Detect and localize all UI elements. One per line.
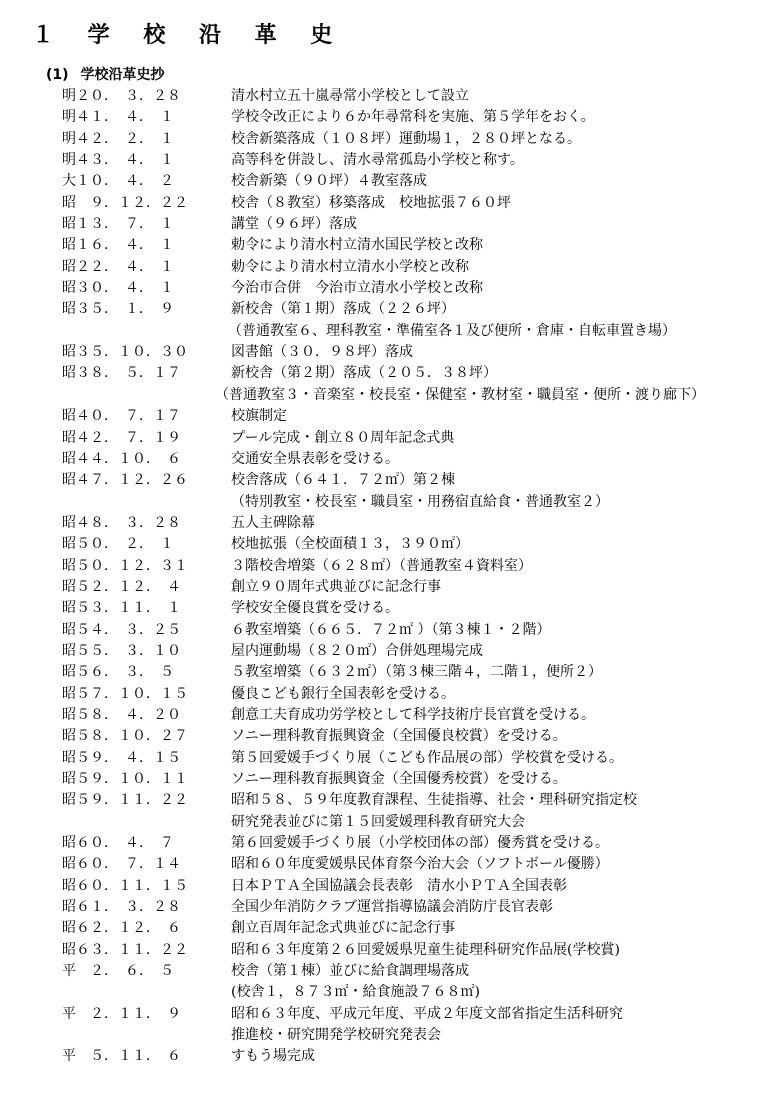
entry-text: 校地拡張（全校面積１３，３９０㎡） bbox=[231, 536, 469, 553]
entry-text: 講堂（９６坪）落成 bbox=[231, 216, 357, 233]
entry-date: 昭３０． ４． １ bbox=[62, 280, 174, 297]
history-entry bbox=[0, 86, 783, 107]
entry-text: （普通教室３・音楽室・校長室・保健室・教材室・職員室・便所・渡り廊下） bbox=[215, 386, 705, 403]
entry-date: 昭４７．１２．２６ bbox=[62, 472, 188, 489]
history-entry bbox=[0, 513, 783, 534]
history-entry bbox=[0, 918, 783, 939]
entry-text: 交通安全県表彰を受ける。 bbox=[231, 450, 399, 467]
entry-text: 昭和６０年度愛媛県民体育祭今治大会（ソフトボール優勝） bbox=[231, 856, 609, 873]
history-entry-continuation bbox=[0, 982, 783, 1003]
entry-date: 昭４４．１０． ６ bbox=[62, 450, 181, 467]
history-entry bbox=[0, 534, 783, 555]
entry-date: 昭６０． ４． ７ bbox=[62, 835, 174, 852]
entry-date: 昭５０．１２．３１ bbox=[62, 557, 188, 574]
entry-date: 昭５８．１０．２７ bbox=[62, 728, 188, 745]
entry-text: 昭和６３年度第２６回愛媛県児童生徒理科研究作品展(学校賞) bbox=[231, 941, 620, 958]
entry-date: 明２０． ３．２８ bbox=[62, 88, 181, 104]
history-entry bbox=[0, 449, 783, 470]
subsection-number: (1) bbox=[46, 67, 69, 83]
history-entry bbox=[0, 235, 783, 256]
entry-date: 大１０． ４． ２ bbox=[62, 173, 174, 190]
history-entry bbox=[0, 790, 783, 811]
entry-text: ソニー理科教育振興資金（全国優良校賞）を受ける。 bbox=[231, 728, 567, 745]
entry-text: 校舎（８教室）移築落成 校地拡張７６０坪 bbox=[231, 194, 511, 211]
entry-date: 昭５８． ４．２０ bbox=[62, 706, 181, 723]
entry-date: 昭６０．１１．１５ bbox=[62, 877, 188, 894]
history-entry bbox=[0, 897, 783, 918]
entry-text: 学校令改正により６か年尋常科を実施、第５学年をおく。 bbox=[231, 109, 595, 126]
entry-text: ３階校舎増築（６２８㎡）（普通教室４資料室） bbox=[231, 557, 532, 574]
entry-date: 昭６２．１２． ６ bbox=[62, 920, 181, 937]
entry-date: 昭５０． ２． １ bbox=[62, 536, 174, 553]
section-title: １ 学 校 沿 革 史 bbox=[32, 23, 346, 48]
entry-text: 全国少年消防クラブ運営指導協議会消防庁長官表彰 bbox=[231, 899, 553, 916]
history-entry bbox=[0, 705, 783, 726]
entry-text: 学校安全優良賞を受ける。 bbox=[231, 600, 399, 617]
entry-text: （特別教室・校長室・職員室・用務宿直給食・普通教室２） bbox=[231, 493, 609, 510]
entry-text: 新校舎（第２期）落成（２０５．３８坪） bbox=[231, 365, 497, 382]
entry-date: 昭５６． ３． ５ bbox=[62, 664, 174, 681]
history-entry bbox=[0, 257, 783, 278]
history-entry bbox=[0, 150, 783, 171]
entry-date: 昭３５．１０．３０ bbox=[62, 344, 188, 361]
entry-text: 勅令により清水村立清水小学校と改称 bbox=[231, 258, 469, 275]
entry-date: 昭６１． ３．２８ bbox=[62, 899, 181, 916]
history-entry bbox=[0, 406, 783, 427]
entry-text: 高等科を併設し、清水尋常孤島小学校と称す。 bbox=[231, 152, 524, 169]
history-entry bbox=[0, 278, 783, 299]
entry-text: 昭和６３年度、平成元年度、平成２年度文部省指定生活科研究 bbox=[231, 1005, 623, 1022]
entry-date: 昭５７．１０．１５ bbox=[62, 685, 188, 702]
entry-date: 明４３． ４． １ bbox=[62, 152, 174, 169]
entry-date: 昭 ９．１２．２２ bbox=[62, 194, 188, 211]
entry-text: 新校舎（第１期）落成（２２６坪） bbox=[231, 301, 455, 318]
history-entry bbox=[0, 299, 783, 320]
entry-text: 校舎新築（９０坪）４教室落成 bbox=[231, 173, 427, 190]
entry-date: 昭４２． ７．１９ bbox=[62, 429, 181, 446]
entry-text: 勅令により清水村立清水国民学校と改称 bbox=[231, 237, 483, 254]
entry-date: 昭６３．１１．２２ bbox=[62, 941, 188, 958]
history-entry-continuation bbox=[0, 812, 783, 833]
entry-date: 昭４０． ７．１７ bbox=[62, 408, 181, 425]
history-entry bbox=[0, 1046, 783, 1067]
entry-date: 昭３８． ５．１７ bbox=[62, 365, 181, 382]
entry-text: 五人主碑除幕 bbox=[231, 514, 315, 531]
entry-text: ソニー理科教育振興資金（全国優秀校賞）を受ける。 bbox=[231, 771, 567, 787]
history-entry bbox=[0, 684, 783, 705]
history-entry bbox=[0, 556, 783, 577]
history-entry bbox=[0, 214, 783, 235]
history-entry-continuation bbox=[0, 385, 783, 406]
entry-date: 昭１６． ４． １ bbox=[62, 237, 174, 254]
entry-date: 昭５９．１０．１１ bbox=[62, 771, 188, 787]
history-entry bbox=[0, 363, 783, 384]
entry-text: 清水村立五十嵐尋常小学校として設立 bbox=[231, 88, 469, 104]
entry-text: 昭和５８、５９年度教育課程、生徒指導、社会・理科研究指定校 bbox=[231, 792, 637, 809]
entry-text: 第５回愛媛手づくり展（こども作品展の部）学校賞を受ける。 bbox=[231, 749, 623, 766]
entry-date: 昭５２．１２． ４ bbox=[62, 578, 181, 595]
entry-text: 第６回愛媛手づくり展（小学校団体の部）優秀賞を受ける。 bbox=[231, 835, 609, 852]
entry-date: 昭５４． ３．２５ bbox=[62, 621, 181, 638]
history-entry-continuation bbox=[0, 321, 783, 342]
entry-date: 平 ２．１１． ９ bbox=[62, 1005, 181, 1022]
history-entry bbox=[0, 598, 783, 619]
entry-text: 図書館（３０．９８坪）落成 bbox=[231, 344, 413, 361]
entry-text: すもう場完成 bbox=[231, 1048, 315, 1065]
history-list bbox=[0, 86, 783, 1068]
entry-text: ６教室増築（６６５．７２㎡ ）（第３棟１・２階） bbox=[231, 621, 551, 638]
entry-date: 昭１３． ７． １ bbox=[62, 216, 174, 233]
history-entry bbox=[0, 641, 783, 662]
entry-text: 創意工夫育成功労学校として科学技術庁長官賞を受ける。 bbox=[231, 706, 595, 723]
entry-date: 昭５９． ４．１５ bbox=[62, 749, 181, 766]
history-entry bbox=[0, 876, 783, 897]
history-entry bbox=[0, 470, 783, 491]
history-entry bbox=[0, 769, 783, 790]
history-entry-continuation bbox=[0, 1025, 783, 1046]
subsection-label: 学校沿革史抄 bbox=[80, 67, 165, 83]
entry-text: 屋内運動場（８２０㎡）合併処理場完成 bbox=[231, 642, 483, 659]
entry-text: 校旗制定 bbox=[231, 408, 287, 425]
entry-text: 優良こども銀行全国表彰を受ける。 bbox=[231, 685, 455, 702]
history-entry bbox=[0, 193, 783, 214]
history-entry bbox=[0, 726, 783, 747]
entry-date: 昭３５． １． ９ bbox=[62, 301, 174, 318]
entry-date: 明４１． ４． １ bbox=[62, 109, 174, 126]
history-entry bbox=[0, 342, 783, 363]
entry-date: 昭５５． ３．１０ bbox=[62, 642, 181, 659]
entry-text: 日本ＰＴＡ全国協議会長表彰 清水小ＰＴＡ全国表彰 bbox=[231, 877, 567, 894]
entry-text: 今治市合併 今治市立清水小学校と改称 bbox=[231, 280, 483, 297]
history-entry bbox=[0, 833, 783, 854]
entry-date: 昭６０． ７．１４ bbox=[62, 856, 181, 873]
history-entry bbox=[0, 662, 783, 683]
history-entry bbox=[0, 129, 783, 150]
history-entry bbox=[0, 748, 783, 769]
entry-date: 昭２２． ４． １ bbox=[62, 258, 174, 275]
history-entry bbox=[0, 107, 783, 128]
entry-date: 昭５９．１１．２２ bbox=[62, 792, 188, 809]
entry-date: 明４２． ２． １ bbox=[62, 130, 174, 147]
entry-text: 推進校・研究開発学校研究発表会 bbox=[231, 1027, 441, 1044]
entry-text: 校舎新築落成（１０８坪）運動場１，２８０坪となる。 bbox=[231, 130, 581, 147]
entry-text: ５教室増築（６３２㎡）（第３棟三階４，二階１，便所２） bbox=[231, 664, 602, 681]
history-entry bbox=[0, 428, 783, 449]
history-entry bbox=[0, 940, 783, 961]
entry-text: プール完成・創立８０周年記念式典 bbox=[231, 429, 455, 446]
history-entry bbox=[0, 1004, 783, 1025]
history-entry bbox=[0, 620, 783, 641]
entry-date: 平 ５．１１． ６ bbox=[62, 1048, 181, 1065]
entry-text: 校舎落成（６４１．７２㎡）第２棟 bbox=[231, 472, 455, 489]
history-entry-continuation bbox=[0, 492, 783, 513]
history-entry bbox=[0, 854, 783, 875]
history-entry bbox=[0, 961, 783, 982]
entry-text: 校舎（第１棟）並びに給食調理場落成 bbox=[231, 963, 469, 980]
subsection-heading bbox=[46, 64, 165, 84]
entry-text: （普通教室６、理科教室・準備室各１及び便所・倉庫・自転車置き場） bbox=[228, 322, 676, 339]
entry-text: (校舎１，８７３㎡・給食施設７６８㎡) bbox=[231, 984, 480, 1001]
entry-date: 昭４８． ３．２８ bbox=[62, 514, 181, 531]
history-entry bbox=[0, 577, 783, 598]
entry-text: 創立百周年記念式典並びに記念行事 bbox=[231, 920, 455, 937]
entry-date: 平 ２． ６． ５ bbox=[62, 963, 174, 980]
entry-text: 研究発表並びに第１５回愛媛理科教育研究大会 bbox=[231, 813, 525, 830]
entry-date: 昭５３．１１． １ bbox=[62, 600, 181, 617]
history-entry bbox=[0, 171, 783, 192]
entry-text: 創立９０周年式典並びに記念行事 bbox=[231, 578, 441, 595]
